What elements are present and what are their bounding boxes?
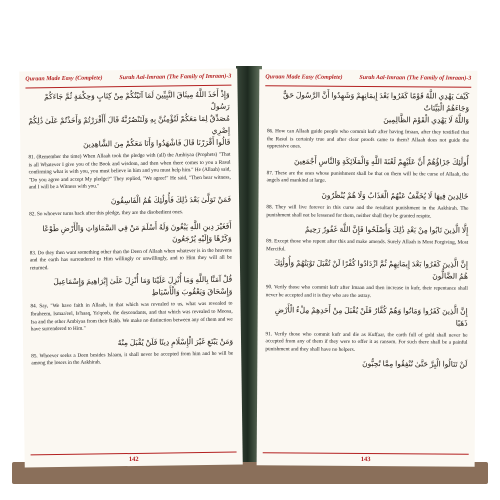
arabic-line: وَإِذْ أَخَذَ اللَّهُ مِيثَاقَ النَّبِيِّينَ لَمَا آتَيْتُكُمْ مِنْ كِتَابٍ وَحِكْمَةٍ ثُمَّ جَاءَكُمْ رَسُولٌ xyxy=(44,89,230,111)
verse-translation-84: 84. Say, "We have faith in Allaah, in that which was revealed to us, what was revealed to Ibraheem, Ismaa'eel, Is'haaq, Ya'qoob, the descendants, and that which was revealed to Moosa, Isa and the other Ambiyaa from their Rabb. We make no distinction between any of them and we have surrendered to Him." xyxy=(30,300,233,333)
verse-translation-82: 82. So whoever turns back after this pledge, they are the disobedient ones. xyxy=(29,209,184,218)
arabic-verse-92: لَنْ تَنَالُوا الْبِرَّ حَتَّىٰ تُنْفِقُوا مِمَّا تُحِبُّونَ xyxy=(362,359,468,370)
surah-title: Surah Aal-Imraan (The Family of Imraan)-3 xyxy=(359,74,472,82)
page-number: 142 xyxy=(128,455,139,464)
verse-translation-87: 87. These are the ones whose punishment shall be that on them will be the curse of Allaah, the angels and mankind at large. xyxy=(266,170,469,185)
arabic-line: وَاللَّهُ لَا يَهْدِي الْقَوْمَ الظَّالِمِينَ xyxy=(383,115,470,125)
arabic-verse-88: خَالِدِينَ فِيهَا لَا يُخَفَّفُ عَنْهُمُ الْعَذَابُ وَلَا هُمْ يُنْظَرُونَ xyxy=(321,190,469,201)
verse-translation-90: 90. Verily those who commit kufr after Imaan and then increase in kufr, their repentance shall never be accepted and it is they who are the astray. xyxy=(265,284,468,299)
verse-translation-83: 83. Do they then want something other than the Deen of Allaah when whatever is in the heavens and the earth has surrendered to Him willingly or unwillingly, and to Him they will all be returned. xyxy=(29,247,232,272)
arabic-line: قَالُوا أَقْرَرْنَا قَالَ فَاشْهَدُوا وَأَنَا مَعَكُمْ مِنَ الشَّاهِدِينَ xyxy=(82,137,231,149)
arabic-verse xyxy=(28,89,231,152)
arabic-verse-87: أُولَٰئِكَ جَزَاؤُهُمْ أَنَّ عَلَيْهِمْ لَعْنَةَ اللَّهِ وَالْمَلَائِكَةِ وَالنَّاسِ أَجْمَعِينَ xyxy=(293,156,469,167)
book-title: Quraan Made Easy (Complete) xyxy=(265,74,343,81)
surah-title: Surah Aal-Imraan (The Family of Imraan)-3 xyxy=(119,73,232,82)
left-page-header xyxy=(25,73,231,89)
left-page xyxy=(19,68,243,467)
arabic-verse-90: إِنَّ الَّذِينَ كَفَرُوا بَعْدَ إِيمَانِهِمْ ثُمَّ ازْدَادُوا كُفْرًا لَنْ تُقْبَلَ تَوْبَتُهُمْ وَأُولَٰئِكَ هُمُ الضَّالُّونَ xyxy=(273,258,469,282)
verse-translation-86: 86. How can Allaah guide people who commit kufr after having Imaan, after they testified that the Rasul is certainly true and after clear proofs came to them? Allaah does not guide the oppressive ones. xyxy=(266,128,469,150)
arabic-verse-82: فَمَنْ تَوَلَّىٰ بَعْدَ ذَٰلِكَ فَأُولَٰئِكَ هُمُ الْفَاسِقُونَ xyxy=(110,194,232,206)
arabic-verse xyxy=(267,89,469,126)
right-page xyxy=(257,69,478,467)
right-page-content xyxy=(265,89,470,450)
verse-translation-89: 89. Except those who repent after this and make amends. Surely Allaah is Most Forgiving, Most Merciful. xyxy=(266,238,469,253)
verse-translation-85: 85. Whoever seeks a Deen besides Islaam, it shall never be accepted from him and he will be among the losers in the Aakhirah. xyxy=(31,350,234,367)
arabic-verse-84: قُلْ آمَنَّا بِاللَّهِ وَمَا أُنْزِلَ عَلَيْنَا وَمَا أُنْزِلَ عَلَىٰ إِبْرَاهِيمَ وَإِسْمَاعِيلَ وَإِسْحَاقَ وَيَعْقُوبَ وَالْأَسْبَاطِ xyxy=(53,274,233,298)
right-page-header xyxy=(265,73,471,87)
footer-rule xyxy=(263,452,469,454)
arabic-verse-91: إِنَّ الَّذِينَ كَفَرُوا وَمَاتُوا وَهُمْ كُفَّارٌ فَلَنْ يُقْبَلَ مِنْ أَحَدِهِمْ مِلْءُ الْأَرْضِ ذَهَبًا xyxy=(274,304,468,328)
arabic-verse-89: إِلَّا الَّذِينَ تَابُوا مِنْ بَعْدِ ذَٰلِكَ وَأَصْلَحُوا فَإِنَّ اللَّهَ غَفُورٌ رَحِيمٌ xyxy=(304,224,469,235)
left-page-content xyxy=(28,89,235,452)
verse-translation-88: 88. They will live forever in this curse and the resultant punishment in the Aakhirah. The punishment shall not be lessened for them, neither shall they be granted respite. xyxy=(266,204,469,220)
arabic-line: مُصَدِّقٌ لِمَا مَعَكُمْ لَتُؤْمِنُنَّ بِهِ وَلَتَنْصُرُنَّهُ قَالَ أَأَقْرَرْتُمْ وَأَخَذْتُمْ عَلَىٰ ذَٰلِكُمْ إِصْرِي xyxy=(28,113,231,135)
book-title: Quraan Made Easy (Complete) xyxy=(25,75,103,83)
arabic-line: كَيْفَ يَهْدِي اللَّهُ قَوْمًا كَفَرُوا بَعْدَ إِيمَانِهِمْ وَشَهِدُوا أَنَّ الرَّسُولَ حَقٌّ وَجَاءَهُمُ الْبَيِّنَاتُ xyxy=(283,90,470,113)
verse-translation-91: 91. Verily those who commit kufr and die as Kuffaar, the earth full of gold shall never be accepted from any of them if they were to offer it as ransom. For such there shall be a painful punishment and they shall have no helpers. xyxy=(265,330,468,353)
page-number: 143 xyxy=(360,455,371,464)
arabic-verse-85: وَمَنْ يَبْتَغِ غَيْرَ الْإِسْلَامِ دِينًا فَلَنْ يُقْبَلَ مِنْهُ xyxy=(117,336,234,347)
verse-translation-81: 81. (Remember the time) When Allaah took the pledge with (all) the Ambiyaa (Prophets) "That is all Whatever I give you of the Book and wisdom, and then when there comes to you a Rasul confirming what is with you, you must believe in him and you must help him." He (Allaah) said, "Do you agree and accept My pledge?" They replied, "We agree!" He said, "Then bear witness, and I will be a Witness with you." xyxy=(28,151,231,191)
arabic-verse-83: أَفَغَيْرَ دِينِ اللَّهِ يَبْغُونَ وَلَهُ أَسْلَمَ مَنْ فِي السَّمَاوَاتِ وَالْأَرْضِ طَوْعًا وَكَرْهًا وَإِلَيْهِ يُرْجَعُونَ xyxy=(42,221,232,243)
